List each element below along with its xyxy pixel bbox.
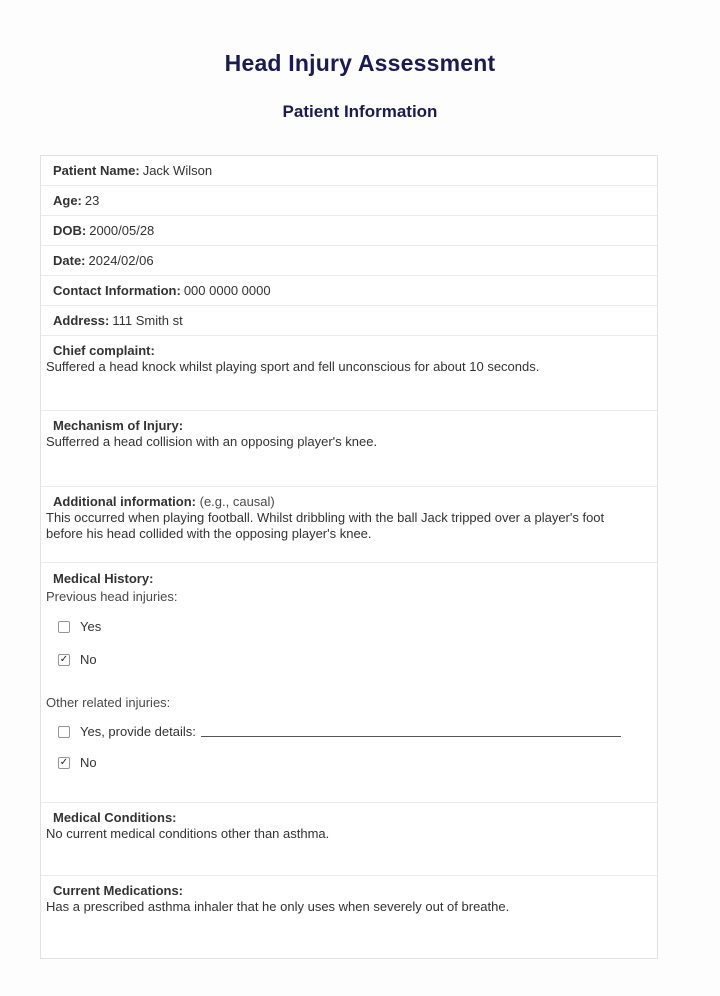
- other-related-injuries-question: Other related injuries:: [46, 695, 171, 710]
- mechanism-text[interactable]: Sufferred a head collision with an opposing player's knee.: [46, 434, 378, 449]
- checkbox-checked-icon[interactable]: ✓: [59, 653, 69, 665]
- checkbox-unchecked-icon[interactable]: [58, 621, 70, 633]
- field-row-patient-name: [41, 156, 657, 186]
- medical-history-label: Medical History:: [53, 571, 154, 586]
- provide-details-blank-line[interactable]: [201, 725, 621, 737]
- previous-injuries-yes-label: Yes: [80, 619, 102, 634]
- dob-label: DOB:: [53, 223, 87, 238]
- chief-complaint-text[interactable]: Suffered a head knock whilst playing sport and fell unconscious for about 10 seconds.: [46, 359, 540, 374]
- section-mechanism-of-injury: [41, 411, 657, 487]
- previous-injuries-no-option: [58, 652, 643, 667]
- additional-info-label: Additional information:: [53, 494, 196, 509]
- contact-label: Contact Information:: [53, 283, 181, 298]
- age-label: Age:: [53, 193, 82, 208]
- section-chief-complaint: [41, 336, 657, 411]
- medical-conditions-label: Medical Conditions:: [53, 810, 177, 825]
- dob-value[interactable]: 2000/05/28: [89, 223, 155, 238]
- field-row-dob: [41, 216, 657, 246]
- patient-form-table: [40, 155, 658, 959]
- date-value[interactable]: 2024/02/06: [88, 253, 154, 268]
- address-value[interactable]: 111 Smith st: [112, 313, 183, 328]
- page-title: Head Injury Assessment: [224, 50, 496, 76]
- mechanism-label: Mechanism of Injury:: [53, 418, 184, 433]
- previous-head-injuries-question: Previous head injuries:: [46, 589, 178, 604]
- checkbox-checked-icon[interactable]: ✓: [59, 756, 69, 768]
- checkbox-unchecked-icon[interactable]: [58, 726, 70, 738]
- field-row-contact: [41, 276, 657, 306]
- field-row-age: [41, 186, 657, 216]
- section-additional-information: [41, 487, 657, 563]
- section-current-medications: [41, 876, 657, 958]
- contact-value[interactable]: 000 0000 0000: [183, 283, 271, 298]
- additional-info-hint: (e.g., causal): [199, 494, 275, 509]
- section-medical-conditions: [41, 803, 657, 876]
- additional-info-text[interactable]: This occurred when playing football. Whilst dribbling with the ball Jack tripped over a player's foot before his head collided with the opposing player's knee.: [46, 510, 605, 541]
- age-value[interactable]: 23: [84, 193, 100, 208]
- current-medications-label: Current Medications:: [53, 883, 184, 898]
- date-label: Date:: [53, 253, 86, 268]
- patient-name-label: Patient Name:: [53, 163, 140, 178]
- current-medications-text[interactable]: Has a prescribed asthma inhaler that he only uses when severely out of breathe.: [46, 899, 510, 914]
- other-injuries-no-option: [58, 755, 643, 770]
- chief-complaint-label: Chief complaint:: [53, 343, 155, 358]
- address-label: Address:: [53, 313, 110, 328]
- field-row-address: [41, 306, 657, 336]
- other-injuries-yes-label: Yes, provide details:: [80, 724, 196, 739]
- previous-injuries-no-label: No: [80, 652, 97, 667]
- previous-injuries-yes-option: [58, 619, 643, 634]
- medical-conditions-text[interactable]: No current medical conditions other than asthma.: [46, 826, 330, 841]
- page-subtitle: Patient Information: [282, 102, 438, 121]
- field-row-date: [41, 246, 657, 276]
- other-injuries-yes-option: [58, 724, 643, 739]
- other-injuries-no-label: No: [80, 755, 97, 770]
- patient-name-value[interactable]: Jack Wilson: [142, 163, 213, 178]
- section-medical-history: [41, 563, 657, 803]
